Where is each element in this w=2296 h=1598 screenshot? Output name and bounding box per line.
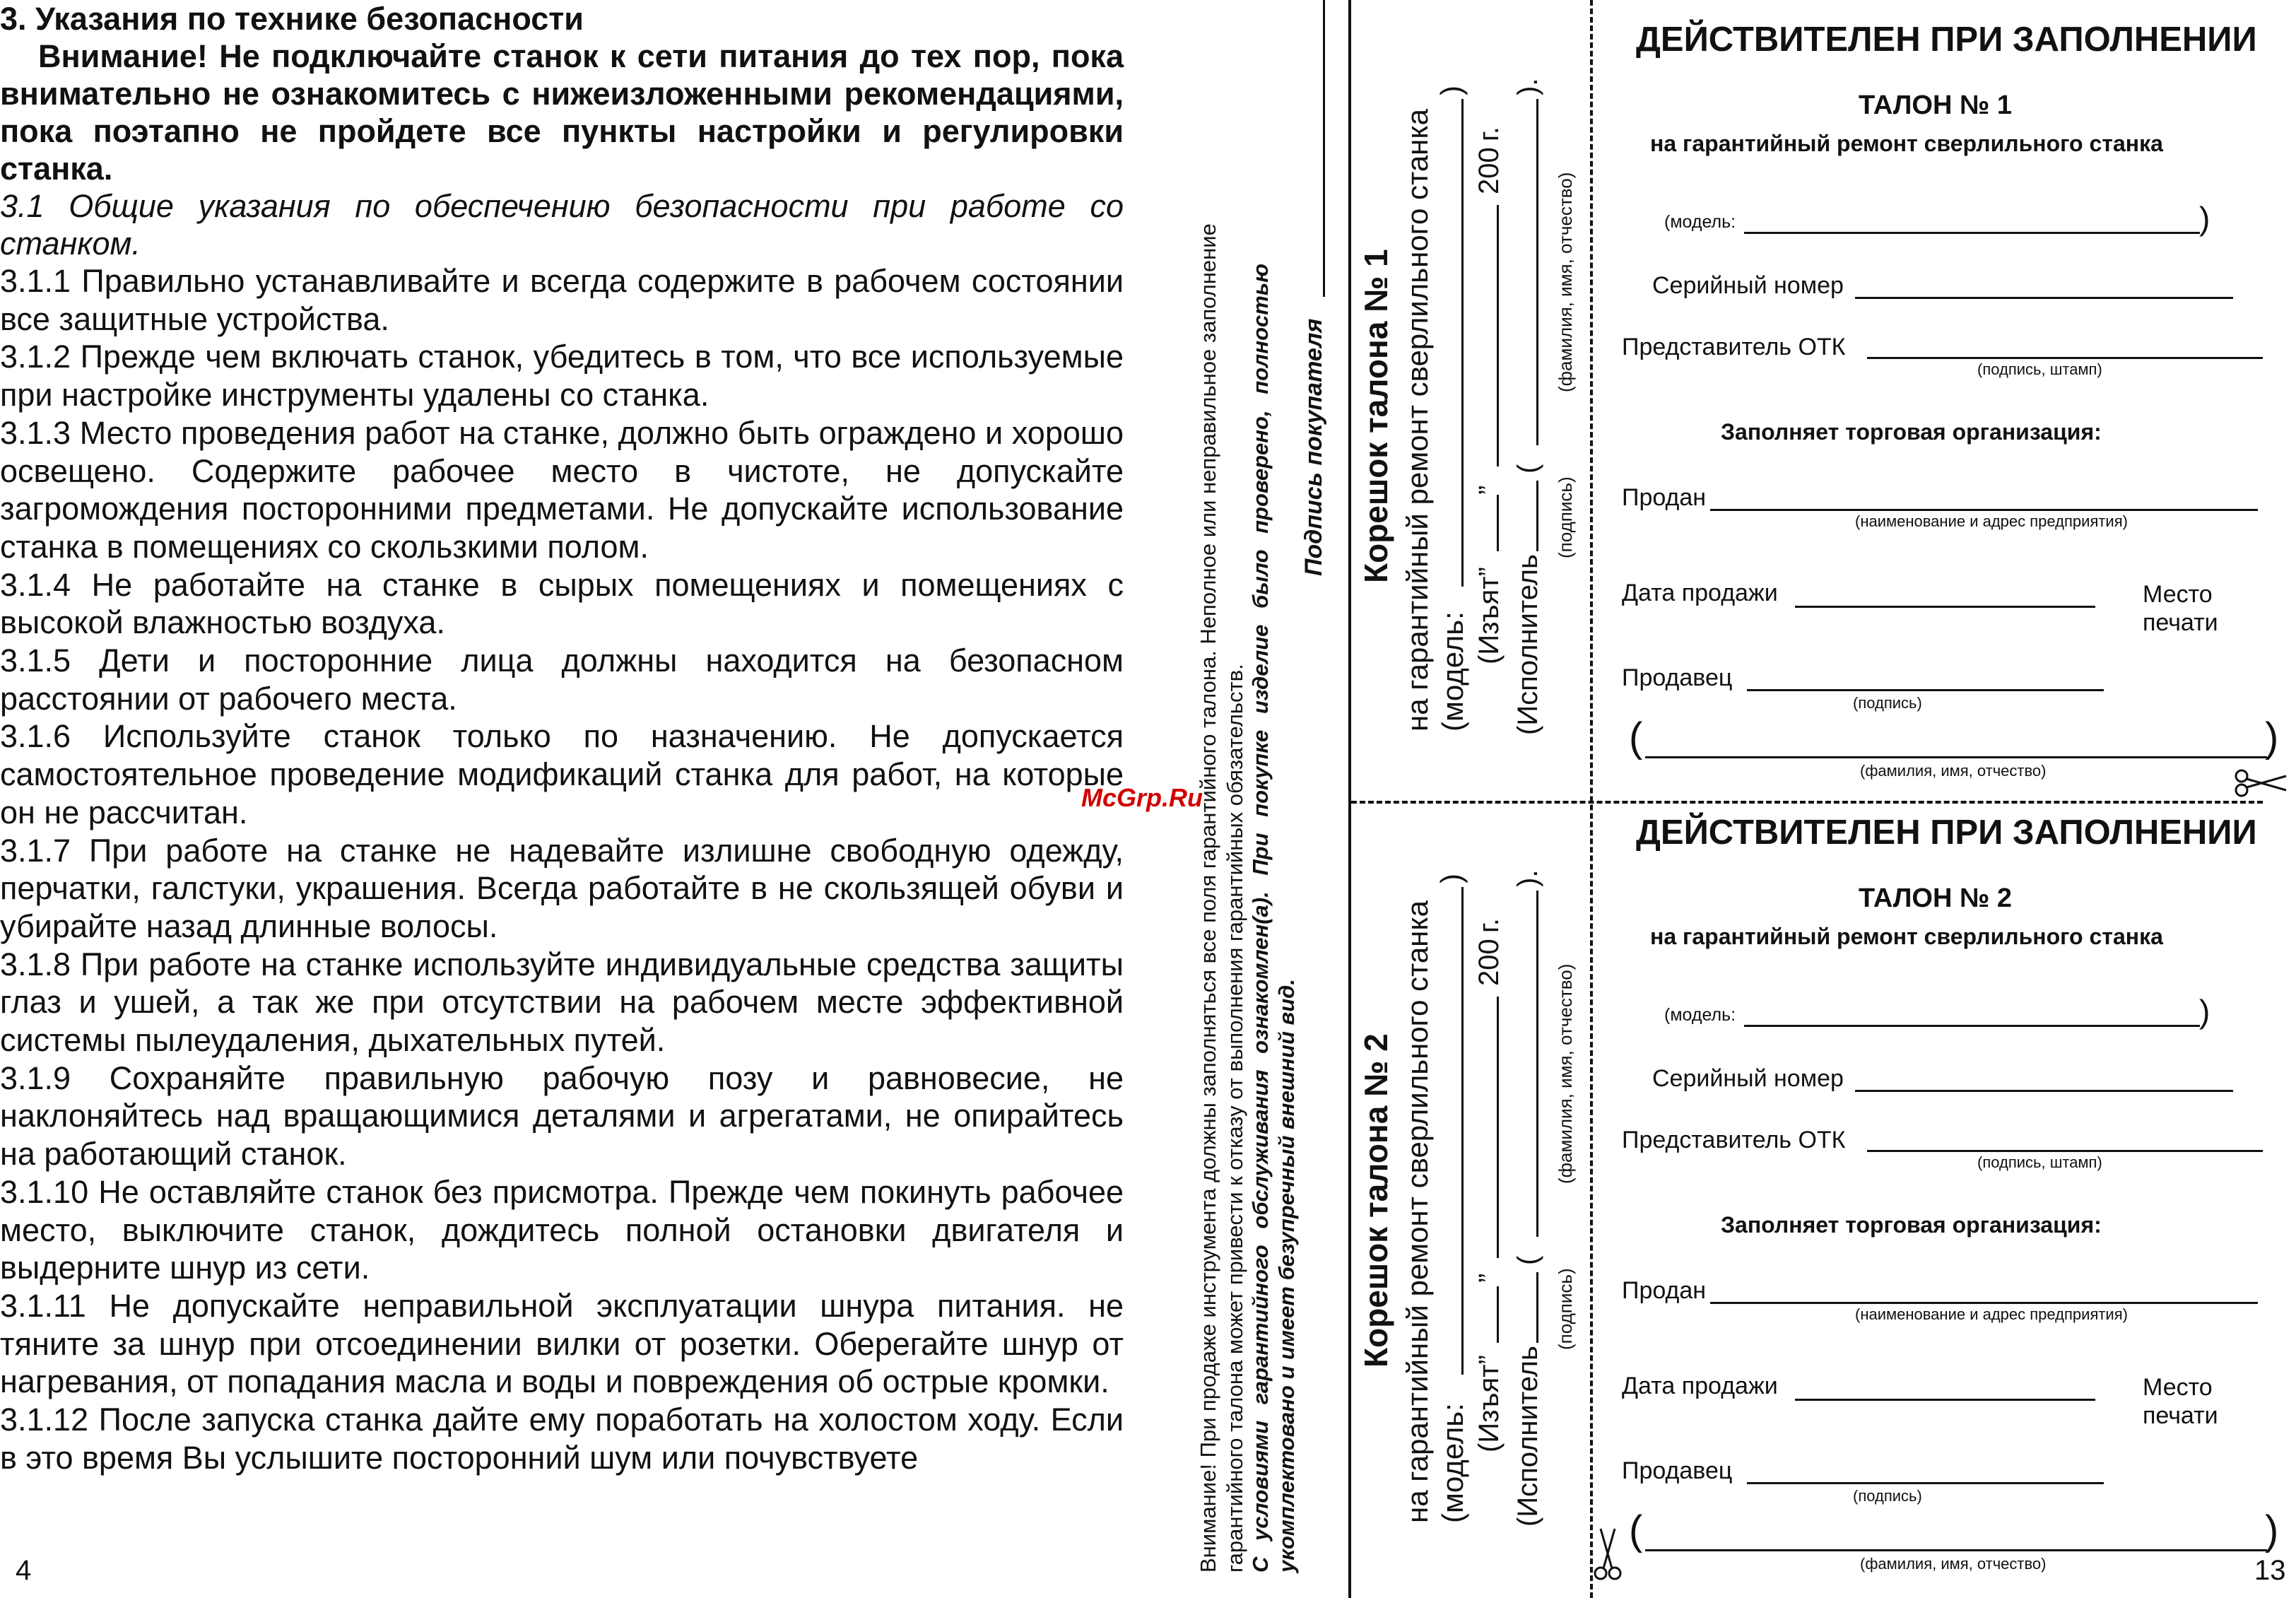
watermark: McGrp.Ru [1081,783,1203,812]
stub1-performer-close: ). [1512,78,1543,95]
coupon1-name-caption: (фамилия, имя, отчество) [1860,762,2047,780]
stub2-subtitle: на гарантийный ремонт сверлильного станка [1401,900,1434,1523]
stub1-name-line [1536,99,1538,445]
stub2-title: Корешок талона № 2 [1358,1033,1394,1368]
notice-bold-line-2: укомплектовано и имеет безупречный внешний вид. [1274,979,1299,1573]
coupon1-sold-line [1710,509,2258,511]
item-3-1-10: 3.1.10 Не оставляйте станок без присмотра. Прежде чем покинуть рабочее место, выключите станок, дождитесь полной остановки двигателя и выдерните шнур из сети. [0,1173,1124,1286]
coupon1-model-line [1744,232,2200,234]
notice-line-1: Внимание! При продаже инструмента должны заполняться все поля гарантийного талона. Неполное или неправильное заполнение [1196,223,1220,1573]
coupon1-otk-caption: (подпись, штамп) [1977,360,2102,378]
coupon1-sold-caption: (наименование и адрес предприятия) [1855,512,2128,530]
stub2-name-caption: (фамилия, имя, отчество) [1555,963,1576,1184]
coupon2-date-label: Дата продажи [1622,1373,1778,1399]
stub2-model-line [1461,887,1464,1375]
coupon1-date-line [1795,606,2095,608]
coupon1-name-line [1645,756,2267,758]
coupon1-otk-line [1867,357,2263,359]
subheading: 3.1 Общие указания по обеспечению безопасности при работе со станком. [0,188,1124,262]
coupon2-name-caption: (фамилия, имя, отчество) [1860,1555,2047,1573]
stub1-month-line [1497,205,1499,466]
coupon2-seller-caption: (подпись) [1853,1487,1922,1505]
stub2-removed-quote: ” [1473,1273,1505,1283]
coupon1-seller-label: Продавец [1622,664,1733,691]
stub2-year-label: 200 [1473,939,1505,986]
scissors-icon [2233,769,2290,797]
safety-instructions [0,0,1124,1477]
coupon1-stamp-line2: печати [2143,609,2218,636]
item-3-1-6: 3.1.6 Используйте станок только по назначению. Не допускается самостоятельное проведение модификаций станка для работ, на которые он не рассчитан. [0,718,1124,830]
coupon-separator [1351,801,2263,804]
page-number-right: 13 [2254,1555,2286,1586]
stub1-model-close: ) [1435,86,1468,95]
coupon1-model-label: (модель: [1664,212,1736,232]
stub2-year-suffix: г. [1473,918,1505,933]
item-3-1-12: 3.1.12 После запуска станка дайте ему поработать на холостом ходу. Если в это время Вы услышите посторонний шум или почувствуете [0,1402,1124,1476]
stub2-performer-close: ). [1512,869,1543,887]
coupon1-sold-label: Продан [1622,484,1707,511]
item-3-1-5: 3.1.5 Дети и посторонние лица должны находится на безопасном расстоянии от рабочего места. [0,642,1124,717]
coupon1-seller-line [1747,689,2104,691]
coupon2-otk-label: Представитель ОТК [1622,1127,1846,1153]
item-3-1-8: 3.1.8 При работе на станке используйте индивидуальные средства защиты глаз и ушей, а так же при отсутствии на рабочем месте эффективной системы пылеудаления, дыхательных путей. [0,946,1124,1059]
stub1-subtitle: на гарантийный ремонт сверлильного станка [1401,108,1434,732]
coupon1-name-open: ( [1629,715,1643,760]
stub2-month-line [1497,997,1499,1258]
coupon2-serial-label: Серийный номер [1652,1065,1844,1092]
coupon1-otk-label: Представитель ОТК [1622,334,1846,360]
stub2-model-label: (модель: [1436,1403,1469,1523]
stub1-year-label: 200 [1473,147,1505,194]
scissors-icon [1594,1525,1622,1582]
coupon2-stamp-line2: печати [2143,1402,2218,1429]
coupon1-date-label: Дата продажи [1622,580,1778,606]
coupon2-sold-line [1710,1302,2258,1304]
stub2-sign-line [1536,1272,1538,1343]
item-3-1-1: 3.1.1 Правильно устанавливайте и всегда содержите в рабочем состоянии все защитные устройства. [0,263,1124,337]
coupon1-header: ДЕЙСТВИТЕЛЕН ПРИ ЗАПОЛНЕНИИ [1636,20,2257,59]
stub1-year-suffix: г. [1473,127,1505,141]
section-heading: 3. Указания по технике безопасности [0,1,584,37]
coupon2-model-line [1744,1025,2200,1027]
coupon2-model-label: (модель: [1664,1005,1736,1025]
stub2-day-line [1497,1286,1499,1343]
item-3-1-2: 3.1.2 Прежде чем включать станок, убедитесь в том, что все используемые при настройке инструменты удалены со станка. [0,339,1124,413]
coupon1-stamp-line1: Место [2143,581,2213,608]
stub1-sign-caption: (подпись) [1555,476,1576,558]
stub1-performer-open: ( [1512,464,1543,474]
page-divider [1348,0,1351,1598]
stub1-removed-quote: ” [1473,485,1505,495]
coupon2-seller-line [1747,1482,2104,1484]
stub2-name-line [1536,891,1538,1237]
stub1-removed-label: (Изъят” [1473,567,1505,664]
buyer-signature-label: Подпись покупателя [1300,318,1327,576]
stub1-sign-line [1536,481,1538,551]
warning-paragraph: Внимание! Не подключайте станок к сети питания до тех пор, пока внимательно не ознакомитесь с нижеизложенными рекомендациями, пока поэтапно не пройдете все пункты настройки и регулировки станка. [0,38,1124,187]
stub1-model-label: (модель: [1436,611,1469,732]
item-3-1-7: 3.1.7 При работе на станке не надевайте излишне свободную одежду, перчатки, галстуки, украшения. Всегда работайте в не скользящей обуви и убирайте назад длинные волосы. [0,832,1124,944]
coupon1-name-close: ) [2265,715,2279,760]
coupon2-model-close: ) [2199,993,2210,1030]
coupon2-trade-label: Заполняет торговая организация: [1721,1212,2102,1238]
stub1-day-line [1497,495,1499,551]
coupon2-subtitle: на гарантийный ремонт сверлильного станка [1650,924,2163,949]
stub2-sign-caption: (подпись) [1555,1268,1576,1350]
coupon1-seller-caption: (подпись) [1853,694,1922,712]
stub1-performer-label: (Исполнитель [1512,554,1543,735]
coupon1-trade-label: Заполняет торговая организация: [1721,419,2102,445]
item-3-1-4: 3.1.4 Не работайте на станке в сырых помещениях и помещениях с высокой влажностью воздуха. [0,566,1124,641]
coupon2-name-open: ( [1629,1508,1643,1553]
notice-bold-line-1: С условиями гарантийного обслуживания ознакомлен(а). При покупке изделие было проверено, полностью [1248,263,1273,1573]
stub2-removed-label: (Изъят” [1473,1355,1505,1452]
stub1-model-line [1461,99,1464,587]
coupon2-header: ДЕЙСТВИТЕЛЕН ПРИ ЗАПОЛНЕНИИ [1636,813,2257,852]
item-3-1-9: 3.1.9 Сохраняйте правильную рабочую позу и равновесие, не наклоняйтесь над вращающимися деталями и агрегатами, не опирайтесь на работающий станок. [0,1059,1124,1173]
stub-cut-line [1590,0,1593,1598]
coupon1-number: ТАЛОН № 1 [1859,90,2012,120]
coupon2-sold-caption: (наименование и адрес предприятия) [1855,1305,2128,1323]
coupon1-serial-line [1855,297,2233,299]
coupon2-name-line [1645,1549,2267,1551]
item-3-1-3: 3.1.3 Место проведения работ на станке, должно быть ограждено и хорошо освещено. Содержите рабочее место в чистоте, не допускайте загромождения посторонними предметами. Не допускайте использование станка в помещениях со скользкими полом. [0,414,1124,565]
coupon2-stamp-line1: Место [2143,1374,2213,1401]
page-number-left: 4 [16,1555,32,1586]
stub2-performer-open: ( [1512,1255,1543,1265]
coupon2-seller-label: Продавец [1622,1457,1733,1484]
stub2-model-close: ) [1435,874,1468,883]
notice-line-2: гарантийного талона может привести к отказу от выполнения гарантийных обязательств. [1223,664,1247,1573]
coupon1-subtitle: на гарантийный ремонт сверлильного станка [1650,131,2163,156]
coupon2-serial-line [1855,1090,2233,1092]
coupon2-number: ТАЛОН № 2 [1859,883,2012,913]
coupon2-date-line [1795,1399,2095,1401]
item-3-1-11: 3.1.11 Не допускайте неправильной эксплуатации шнура питания. не тяните за шнур при отсоединении вилки от розетки. Оберегайте шнур от нагревания, от попадания масла и воды и повреждения об острые кромки. [0,1287,1124,1400]
buyer-signature-line [1323,0,1325,297]
stub2-performer-label: (Исполнитель [1512,1346,1543,1527]
coupon1-serial-label: Серийный номер [1652,272,1844,299]
coupon2-name-close: ) [2265,1508,2279,1553]
coupon2-otk-line [1867,1150,2263,1152]
stub1-name-caption: (фамилия, имя, отчество) [1555,172,1576,392]
coupon2-sold-label: Продан [1622,1277,1707,1304]
coupon1-model-close: ) [2199,200,2210,237]
coupon2-otk-caption: (подпись, штамп) [1977,1153,2102,1171]
stub1-title: Корешок талона № 1 [1358,249,1394,583]
